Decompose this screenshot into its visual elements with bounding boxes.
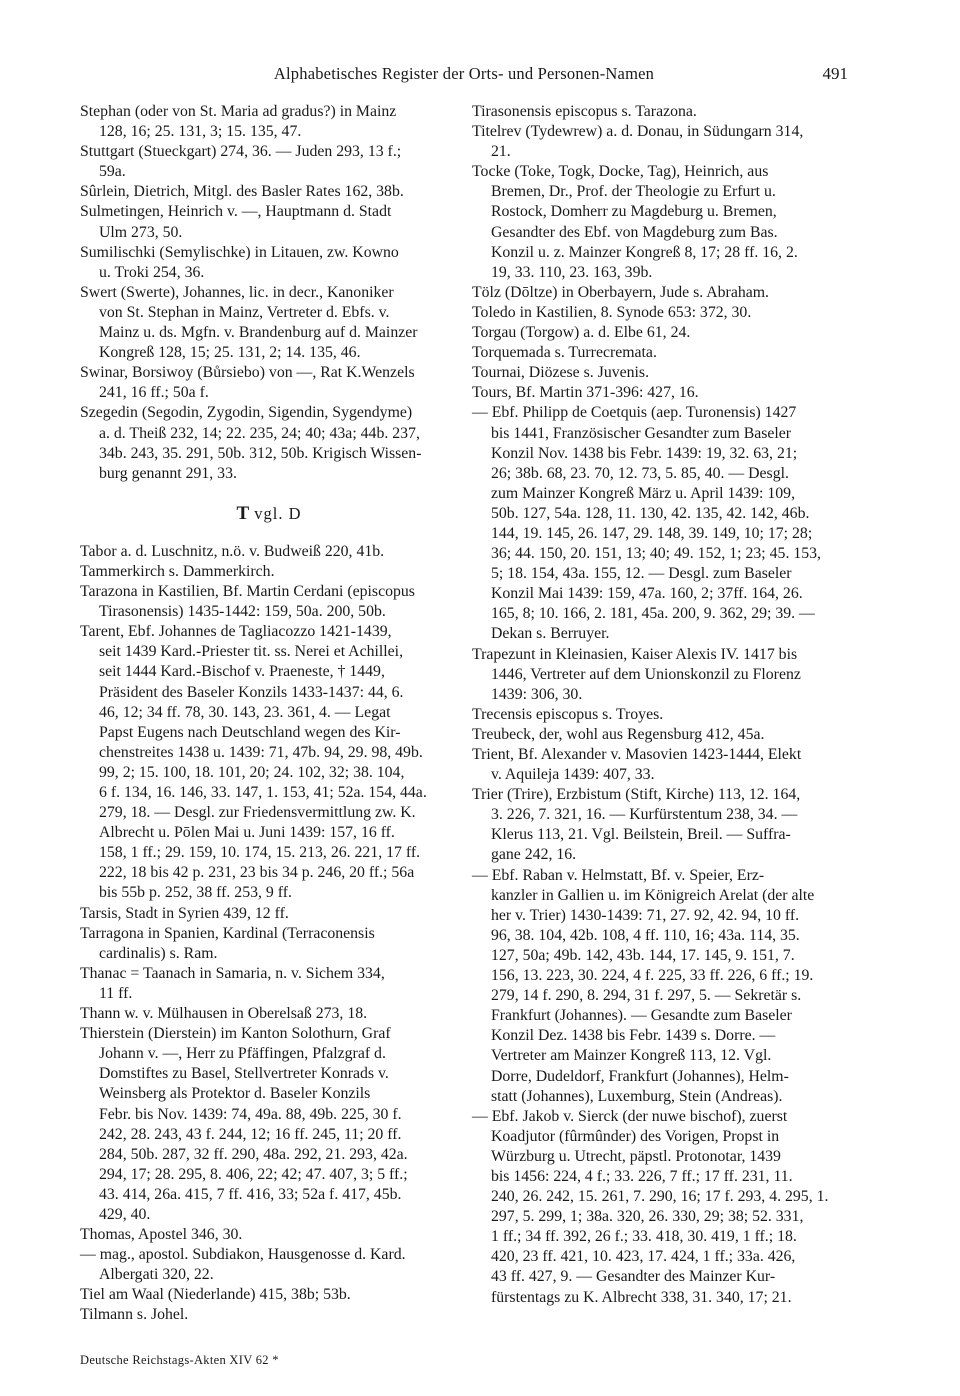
index-entry: Trier (Trire), Erzbistum (Stift, Kirche) 113, 12. 164, 3. 226, 7. 321, 16. — Kurfürstentum 238, 34. — Klerus 113, 21. Vgl. Beilstein, Breil. — Suffra- gane 242, 16. xyxy=(472,786,801,864)
index-entry: Torquemada s. Turrecremata. xyxy=(472,344,657,362)
footer-signature: Deutsche Reichstags-Akten XIV 62 * xyxy=(80,1353,279,1367)
index-entry: Thierstein (Dierstein) im Kanton Solothurn, Graf Johann v. —, Herr zu Pfäffingen, Pfalzgraf d. Domstiftes zu Basel, Stellvertreter Konrads v. Weinsberg als Protektor d. Baseler Konzils Febr. bis Nov. 1439: 74, 49a. 88, 49b. 225, 30 f. 242, 28. 243, 43 f. 244, 12; 16 ff. 245, 11; 20 ff. 284, 50b. 287, 32 ff. 290, 48a. 292, 21. 293, 42a. 294, 17; 28. 295, 8. 406, 22; 42; 47. 407, 3; 5 ff.; 43. 414, 26a. 415, 7 ff. 416, 33; 52a f. 417, 45b. 429, 40. xyxy=(80,1025,408,1223)
index-entry: Trapezunt in Kleinasien, Kaiser Alexis IV. 1417 bis 1446, Vertreter auf dem Unionskonzil zu Florenz 1439: 306, 30. xyxy=(472,645,801,703)
section-letter: T xyxy=(236,502,250,524)
index-entry: Tilmann s. Johel. xyxy=(80,1306,189,1324)
index-entry: Tammerkirch s. Dammerkirch. xyxy=(80,562,275,580)
index-entry: Stephan (oder von St. Maria ad gradus?) in Mainz 128, 16; 25. 131, 3; 15. 135, 47. xyxy=(80,103,397,141)
index-entry: Stuttgart (Stueckgart) 274, 36. — Juden 293, 13 f.; 59a. xyxy=(80,143,402,181)
index-entry: Thomas, Apostel 346, 30. xyxy=(80,1226,243,1244)
index-entry: Titelrev (Tydewrew) a. d. Donau, in Südungarn 314, 21. xyxy=(472,123,804,161)
index-entry: Toledo in Kastilien, 8. Synode 653: 372, 30. xyxy=(472,303,752,321)
index-entry: — Ebf. Philipp de Coetquis (aep. Turonensis) 1427 bis 1441, Französischer Gesandter zum Baseler Konzil Nov. 1438 bis Febr. 1439: 19, 32. 63, 21; 26; 38b. 68, 23. 70, 12. 73, 5. 85, 40. — Desgl. zum Mainzer Kongreß März u. April 1439: 109, 50b. 127, 54a. 128, 11. 130, 42. 135, 42. 142, 46b. 144, 19. 145, 26. 147, 29. 148, 39. 149, 10; 17; 28; 36; 44. 150, 20. 151, 13; 40; 49. 152, 1; 23; 45. 153, 5; 18. 154, 43a. 155, 12. — Desgl. zum Baseler Konzil Mai 1439: 159, 47a. 160, 2; 37ff. 164, 26. 165, 8; 10. 166, 2. 181, 45a. 200, 9. 362, 29; 39. — Dekan s. Berruyer. xyxy=(472,404,821,643)
index-entry: Szegedin (Segodin, Zygodin, Sigendin, Sygendyme) a. d. Theiß 232, 14; 22. 235, 24; 40; 43a; 44b. 237, 34b. 243, 35. 291, 50b. 312, 50b. Krigisch Wissen- burg genannt 291, 33. xyxy=(80,404,422,482)
section-heading-t xyxy=(80,504,458,524)
right-column xyxy=(472,102,850,1308)
index-entry: Trecensis episcopus s. Troyes. xyxy=(472,705,664,723)
index-entry: Sumilischki (Semylischke) in Litauen, zw. Kowno u. Troki 254, 36. xyxy=(80,243,399,281)
index-entry: Sûrlein, Dietrich, Mitgl. des Basler Rates 162, 38b. xyxy=(80,183,404,201)
index-entry: Tirasonensis episcopus s. Tarazona. xyxy=(472,103,697,120)
index-entry: — Ebf. Raban v. Helmstatt, Bf. v. Speier, Erz- kanzler in Gallien u. im Königreich Arelat (der alte her v. Trier) 1430-1439: 71, 27. 92, 42. 94, 10 ff. 96, 38. 104, 42b. 108, 4 ff. 110, 16; 43a. 114, 35. 127, 50a; 49b. 142, 43b. 144, 17. 145, 9. 151, 7. 156, 13. 223, 30. 224, 4 f. 225, 33 ff. 226, 6 ff.; 19. 279, 14 f. 290, 8. 294, 31 f. 297, 5. — Sekretär s. Frankfurt (Johannes). — Gesandte zum Baseler Konzil Dez. 1438 bis Febr. 1439 s. Dorre. — Vertreter am Mainzer Kongreß 113, 12. Vgl. Dorre, Dudeldorf, Frankfurt (Johannes), Helm- statt (Johannes), Luxemburg, Stein (Andreas). xyxy=(472,866,815,1105)
index-entry: Treubeck, der, wohl aus Regensburg 412, 45a. xyxy=(472,725,765,743)
index-entry: Tölz (Dōltze) in Oberbayern, Jude s. Abraham. xyxy=(472,283,769,301)
index-entry: Tocke (Toke, Togk, Docke, Tag), Heinrich, aus Bremen, Dr., Prof. der Theologie zu Erfurt u. Rostock, Domherr zu Magdeburg u. Bremen, Gesandter des Ebf. von Magdeburg zum Bas. Konzil u. z. Mainzer Kongreß 8, 17; 28 ff. 16, 2. 19, 33. 110, 23. 163, 39b. xyxy=(472,163,798,281)
left-column xyxy=(80,102,458,1326)
index-entry: Torgau (Torgow) a. d. Elbe 61, 24. xyxy=(472,324,691,342)
index-entry: Tarazona in Kastilien, Bf. Martin Cerdani (episcopus Tirasonensis) 1435-1442: 159, 50a. 200, 50b. xyxy=(80,583,415,621)
page-number: 491 xyxy=(822,64,848,83)
index-entry: Swinar, Borsiwoy (Bůrsiebo) von —, Rat K.Wenzels 241, 16 ff.; 50a f. xyxy=(80,364,415,402)
index-entry: Thanac = Taanach in Samaria, n. v. Sichem 334, 11 ff. xyxy=(80,964,385,1002)
index-entry: Tiel am Waal (Niederlande) 415, 38b; 53b. xyxy=(80,1286,351,1304)
index-entry: Tournai, Diözese s. Juvenis. xyxy=(472,364,650,382)
index-entry: Tabor a. d. Luschnitz, n.ö. v. Budweiß 220, 41b. xyxy=(80,542,385,560)
running-title: Alphabetisches Register der Orts- und Personen-Namen xyxy=(273,64,655,83)
section-crossref: vgl. D xyxy=(254,503,302,523)
index-entry: — mag., apostol. Subdiakon, Hausgenosse d. Kard. Albergati 320, 22. xyxy=(80,1246,406,1284)
index-entry: Tarsis, Stadt in Syrien 439, 12 ff. xyxy=(80,904,289,922)
index-entry: Tarent, Ebf. Johannes de Tagliacozzo 1421-1439, seit 1439 Kard.-Priester tit. ss. Nerei et Achillei, seit 1444 Kard.-Bischof v. Praeneste, † 1449, Präsident des Baseler Konzils 1433-1437: 44, 6. 46, 12; 34 ff. 78, 30. 143, 23. 361, 4. — Legat Papst Eugens nach Deutschland wegen des Kir- chenstreites 1438 u. 1439: 71, 47b. 94, 29. 98, 49b. 99, 2; 15. 100, 18. 101, 20; 24. 102, 32; 38. 104, 6 f. 134, 16. 146, 33. 147, 1. 153, 41; 52a. 154, 44a. 279, 18. — Desgl. zur Friedensvermittlung zw. K. Albrecht u. Pōlen Mai u. Juni 1439: 157, 16 ff. 158, 1 ff.; 29. 159, 10. 174, 15. 213, 26. 221, 17 ff. 222, 18 bis 42 p. 231, 23 bis 34 p. 246, 20 ff.; 56a bis 55b p. 252, 38 ff. 253, 9 ff. xyxy=(80,623,427,902)
index-entry: Tarragona in Spanien, Kardinal (Terraconensis cardinalis) s. Ram. xyxy=(80,924,375,962)
index-entry: Sulmetingen, Heinrich v. —, Hauptmann d. Stadt Ulm 273, 50. xyxy=(80,203,392,241)
running-head xyxy=(80,64,848,88)
index-entry: Trient, Bf. Alexander v. Masovien 1423-1444, Elekt v. Aquileja 1439: 407, 33. xyxy=(472,746,802,784)
index-entry: Thann w. v. Mülhausen in Oberelsaß 273, 18. xyxy=(80,1005,368,1023)
index-entry: Swert (Swerte), Johannes, lic. in decr., Kanoniker von St. Stephan in Mainz, Vertreter d. Ebfs. v. Mainz u. ds. Mgfn. v. Brandenburg auf d. Mainzer Kongreß 128, 15; 25. 131, 2; 14. 135, 46. xyxy=(80,283,418,362)
index-entry: Tours, Bf. Martin 371-396: 427, 16. xyxy=(472,384,699,402)
index-entry: — Ebf. Jakob v. Sierck (der nuwe bischof), zuerst Koadjutor (fûrmûnder) des Vorigen, Propst in Würzburg u. Utrecht, päpstl. Protonotar, 1439 bis 1456: 224, 4 f.; 33. 226, 7 ff.; 17 ff. 231, 11. 240, 26. 242, 15. 261, 7. 290, 16; 17 f. 293, 4. 295, 1. 297, 5. 299, 1; 38a. 320, 26. 330, 29; 38; 52. 331, 1 ff.; 34 ff. 392, 26 f.; 33. 418, 30. 419, 1 ff.; 18. 420, 23 ff. 421, 10. 423, 17. 424, 1 ff.; 33a. 426, 43 ff. 427, 9. — Gesandter des Mainzer Kur- fürstentags zu K. Albrecht 338, 31. 340, 17; 21. xyxy=(472,1107,829,1306)
